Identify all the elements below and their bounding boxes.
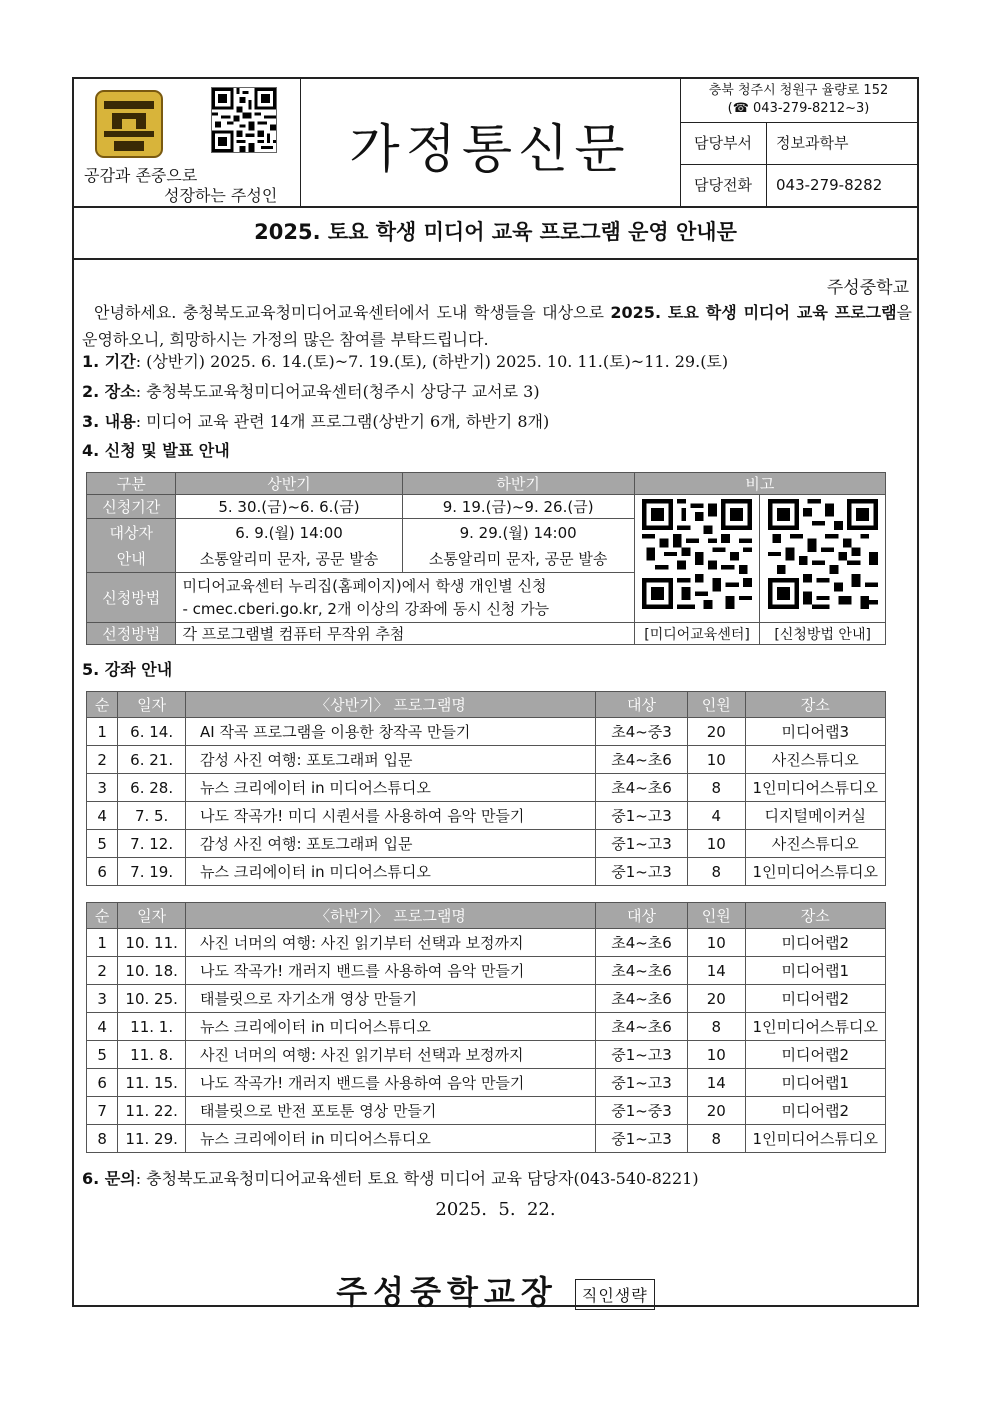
apply-target-second-1: 9. 29.(월) 14:00: [402, 519, 634, 546]
document-frame: [72, 77, 919, 1311]
document-title: 2025. 토요 학생 미디어 교육 프로그램 운영 안내문: [74, 206, 917, 260]
course-place: 미디어랩2: [745, 929, 885, 957]
apply-period-first: 5. 30.(금)~6. 6.(금): [176, 495, 402, 519]
course-capacity: 10: [687, 830, 745, 858]
course-date: 10. 25.: [118, 985, 186, 1013]
course-target: 초4~초6: [596, 774, 688, 802]
course-program: 나도 작곡가! 미디 시퀀서를 사용하여 음악 만들기: [185, 802, 595, 830]
dept-value: 정보과학부: [776, 134, 849, 152]
course-date: 11. 22.: [118, 1097, 186, 1125]
course-target: 중1~고3: [596, 1125, 688, 1153]
course-program: 나도 작곡가! 개러지 밴드를 사용하여 음악 만들기: [185, 1069, 595, 1097]
course-program: 태블릿으로 반전 포토툰 영상 만들기: [185, 1097, 595, 1125]
school-logo-area: [74, 79, 301, 206]
course-row: [87, 802, 886, 830]
course-target: 초4~초6: [596, 1013, 688, 1041]
sender-school: 주성중학교: [826, 278, 909, 298]
course-place: 사진스튜디오: [745, 830, 885, 858]
apply-header-note: 비고: [634, 473, 885, 495]
course-target: 초4~초6: [596, 985, 688, 1013]
course-row: [87, 746, 886, 774]
course-date: 11. 1.: [118, 1013, 186, 1041]
period-value: : (상반기) 2025. 6. 14.(토)~7. 19.(토), (하반기) 2025. 10. 11.(토)~11. 29.(토): [135, 352, 729, 371]
course-program: 뉴스 크리에이터 in 미디어스튜디오: [185, 774, 595, 802]
apply-period-label: 신청기간: [87, 495, 176, 519]
apply-target-label-1: 대상자: [87, 519, 176, 546]
item-content: [82, 409, 549, 432]
place-value: : 충청북도교육청미디어교육센터(청주시 상당구 교서로 3): [135, 382, 540, 401]
qr2-caption: [신청방법 안내]: [760, 623, 886, 645]
course-capacity: 20: [687, 718, 745, 746]
course-date: 6. 14.: [118, 718, 186, 746]
second-header-target: 대상: [596, 903, 688, 929]
period-label: 1. 기간: [82, 352, 136, 371]
course-place: 1인미디어스튜디오: [745, 858, 885, 886]
course-date: 10. 11.: [118, 929, 186, 957]
second-header-capacity: 인원: [687, 903, 745, 929]
apply-header-second-half: 하반기: [402, 473, 634, 495]
intro-text-1: 안녕하세요. 충청북도교육청미디어교육센터에서 도내 학생들을 대상으로: [94, 303, 611, 322]
course-no: 5: [87, 1041, 118, 1069]
course-capacity: 8: [687, 1013, 745, 1041]
course-row: [87, 1069, 886, 1097]
second-half-course-table: [86, 902, 886, 1153]
school-motto-line1: 공감과 존중으로: [84, 166, 198, 185]
apply-method-label: 신청방법: [87, 573, 176, 623]
second-header-no: 순: [87, 903, 118, 929]
school-qr-code-icon[interactable]: [211, 87, 277, 153]
course-row: [87, 830, 886, 858]
course-target: 초4~초6: [596, 957, 688, 985]
apply-header-first-half: 상반기: [176, 473, 402, 495]
course-no: 8: [87, 1125, 118, 1153]
course-program: 감성 사진 여행: 포토그래퍼 입문: [185, 746, 595, 774]
course-place: 미디어랩2: [745, 1041, 885, 1069]
course-date: 10. 18.: [118, 957, 186, 985]
inquiry-label: 6. 문의: [82, 1169, 136, 1188]
course-no: 5: [87, 830, 118, 858]
course-date: 7. 5.: [118, 802, 186, 830]
dept-row: [680, 123, 917, 165]
first-header-date: 일자: [118, 692, 186, 718]
course-date: 6. 21.: [118, 746, 186, 774]
course-no: 6: [87, 1069, 118, 1097]
dept-label: 담당부서: [680, 123, 767, 164]
course-capacity: 20: [687, 1097, 745, 1125]
course-target: 중1~고3: [596, 802, 688, 830]
course-no: 4: [87, 1013, 118, 1041]
school-info-area: [680, 79, 917, 206]
apply-target-label-2: 안내: [87, 546, 176, 573]
apply-method-line2: - cmec.cberi.go.kr, 2개 이상의 강좌에 동시 신청 가능: [182, 599, 550, 618]
course-place: 미디어랩3: [745, 718, 885, 746]
apply-period-second: 9. 19.(금)~9. 26.(금): [402, 495, 634, 519]
course-target: 중1~고3: [596, 1069, 688, 1097]
course-row: [87, 957, 886, 985]
course-target: 초4~중3: [596, 718, 688, 746]
course-row: [87, 929, 886, 957]
course-capacity: 14: [687, 1069, 745, 1097]
inquiry-value: : 충청북도교육청미디어교육센터 토요 학생 미디어 교육 담당자(043-540-8221): [135, 1169, 699, 1188]
course-program: 감성 사진 여행: 포토그래퍼 입문: [185, 830, 595, 858]
course-capacity: 8: [687, 858, 745, 886]
apply-heading: 4. 신청 및 발표 안내: [82, 441, 230, 460]
course-date: 6. 28.: [118, 774, 186, 802]
address-phone: (☎ 043-279-8212~3): [727, 101, 870, 116]
course-date: 11. 15.: [118, 1069, 186, 1097]
content-label: 3. 내용: [82, 412, 136, 431]
course-program: 사진 너머의 여행: 사진 읽기부터 선택과 보정까지: [185, 929, 595, 957]
apply-guide-qr-code-icon[interactable]: [768, 499, 878, 609]
first-header-place: 장소: [745, 692, 885, 718]
seal-omitted-stamp: 직인생략: [575, 1279, 655, 1310]
course-program: 나도 작곡가! 개러지 밴드를 사용하여 음악 만들기: [185, 957, 595, 985]
signature-line: [74, 1267, 917, 1313]
title-area: [300, 79, 681, 206]
qr-apply-guide-cell: [760, 495, 886, 623]
course-place: 사진스튜디오: [745, 746, 885, 774]
content-value: : 미디어 교육 관련 14개 프로그램(상반기 6개, 하반기 8개): [135, 412, 550, 431]
school-emblem-icon: [94, 89, 164, 159]
course-place: 미디어랩1: [745, 957, 885, 985]
course-target: 중1~중3: [596, 1097, 688, 1125]
course-target: 중1~고3: [596, 858, 688, 886]
course-place: 미디어랩2: [745, 985, 885, 1013]
course-program: 뉴스 크리에이터 in 미디어스튜디오: [185, 858, 595, 886]
item-period: [82, 349, 728, 372]
intro-paragraph: [82, 299, 912, 353]
course-program: 뉴스 크리에이터 in 미디어스튜디오: [185, 1013, 595, 1041]
course-row: [87, 718, 886, 746]
course-no: 3: [87, 774, 118, 802]
second-header-place: 장소: [745, 903, 885, 929]
apply-method-value: [176, 573, 634, 623]
item-course-heading: [82, 657, 172, 680]
course-program: 뉴스 크리에이터 in 미디어스튜디오: [185, 1125, 595, 1153]
phone-row: [680, 165, 917, 206]
course-date: 7. 12.: [118, 830, 186, 858]
qr-media-center-cell: [634, 495, 760, 623]
first-half-course-table: [86, 691, 886, 886]
second-header-program: 〈하반기〉 프로그램명: [185, 903, 595, 929]
course-row: [87, 1125, 886, 1153]
first-header-target: 대상: [596, 692, 688, 718]
course-heading: 5. 강좌 안내: [82, 660, 173, 679]
course-place: 미디어랩2: [745, 1097, 885, 1125]
course-no: 7: [87, 1097, 118, 1125]
apply-target-second-2: 소통알리미 문자, 공문 발송: [402, 546, 634, 573]
course-date: 11. 8.: [118, 1041, 186, 1069]
course-row: [87, 1013, 886, 1041]
course-program: 사진 너머의 여행: 사진 읽기부터 선택과 보정까지: [185, 1041, 595, 1069]
course-no: 6: [87, 858, 118, 886]
course-row: [87, 1097, 886, 1125]
intro-bold: 2025. 토요 학생 미디어 교육 프로그램: [610, 303, 897, 322]
letter-title: 가정통신문: [349, 120, 631, 180]
course-capacity: 14: [687, 957, 745, 985]
course-no: 4: [87, 802, 118, 830]
course-date: 7. 19.: [118, 858, 186, 886]
course-no: 2: [87, 746, 118, 774]
course-target: 초4~초6: [596, 746, 688, 774]
qr1-caption: [미디어교육센터]: [634, 623, 760, 645]
course-no: 1: [87, 929, 118, 957]
first-header-program: 〈상반기〉 프로그램명: [185, 692, 595, 718]
course-capacity: 10: [687, 1041, 745, 1069]
course-capacity: 8: [687, 774, 745, 802]
letter-header: [74, 79, 917, 208]
intro-text-2: 을 운영하오니, 희망하시는 가정의 많은 참여를 부탁드립니다.: [82, 303, 913, 349]
apply-target-first-1: 6. 9.(월) 14:00: [176, 519, 402, 546]
apply-header-category: 구분: [87, 473, 176, 495]
course-place: 디지털메이커실: [745, 802, 885, 830]
item-apply-heading: [82, 438, 230, 461]
course-capacity: 8: [687, 1125, 745, 1153]
apply-target-first-2: 소통알리미 문자, 공문 발송: [176, 546, 402, 573]
course-place: 1인미디어스튜디오: [745, 774, 885, 802]
course-capacity: 10: [687, 929, 745, 957]
course-program: 태블릿으로 자기소개 영상 만들기: [185, 985, 595, 1013]
course-target: 초4~초6: [596, 929, 688, 957]
course-capacity: 10: [687, 746, 745, 774]
course-date: 11. 29.: [118, 1125, 186, 1153]
course-place: 1인미디어스튜디오: [745, 1125, 885, 1153]
course-no: 3: [87, 985, 118, 1013]
course-row: [87, 985, 886, 1013]
course-capacity: 4: [687, 802, 745, 830]
principal-signature: 주성중학교장: [336, 1273, 558, 1311]
course-no: 2: [87, 957, 118, 985]
first-header-capacity: 인원: [687, 692, 745, 718]
course-place: 미디어랩1: [745, 1069, 885, 1097]
item-inquiry: [82, 1166, 699, 1189]
phone-label: 담당전화: [680, 165, 767, 206]
apply-method-line1: 미디어교육센터 누리집(홈페이지)에서 학생 개인별 신청: [182, 576, 547, 595]
course-target: 중1~고3: [596, 1041, 688, 1069]
course-no: 1: [87, 718, 118, 746]
school-address: [680, 79, 917, 123]
phone-value: 043-279-8282: [776, 176, 883, 194]
item-place: [82, 379, 540, 402]
media-center-qr-code-icon[interactable]: [642, 499, 752, 609]
first-header-no: 순: [87, 692, 118, 718]
course-program: AI 작곡 프로그램을 이용한 창작곡 만들기: [185, 718, 595, 746]
place-label: 2. 장소: [82, 382, 136, 401]
second-header-date: 일자: [118, 903, 186, 929]
school-motto-line2: 성장하는 주성인: [164, 186, 278, 205]
apply-select-value: 각 프로그램별 컴퓨터 무작위 추첨: [176, 623, 634, 645]
course-capacity: 20: [687, 985, 745, 1013]
course-row: [87, 858, 886, 886]
issue-date: 2025. 5. 22.: [435, 1199, 556, 1220]
apply-select-label: 선정방법: [87, 623, 176, 645]
course-row: [87, 774, 886, 802]
address-line: 충북 청주시 청원구 율량로 152: [708, 83, 889, 98]
course-target: 중1~고3: [596, 830, 688, 858]
apply-table: [86, 472, 886, 645]
course-place: 1인미디어스튜디오: [745, 1013, 885, 1041]
course-row: [87, 1041, 886, 1069]
